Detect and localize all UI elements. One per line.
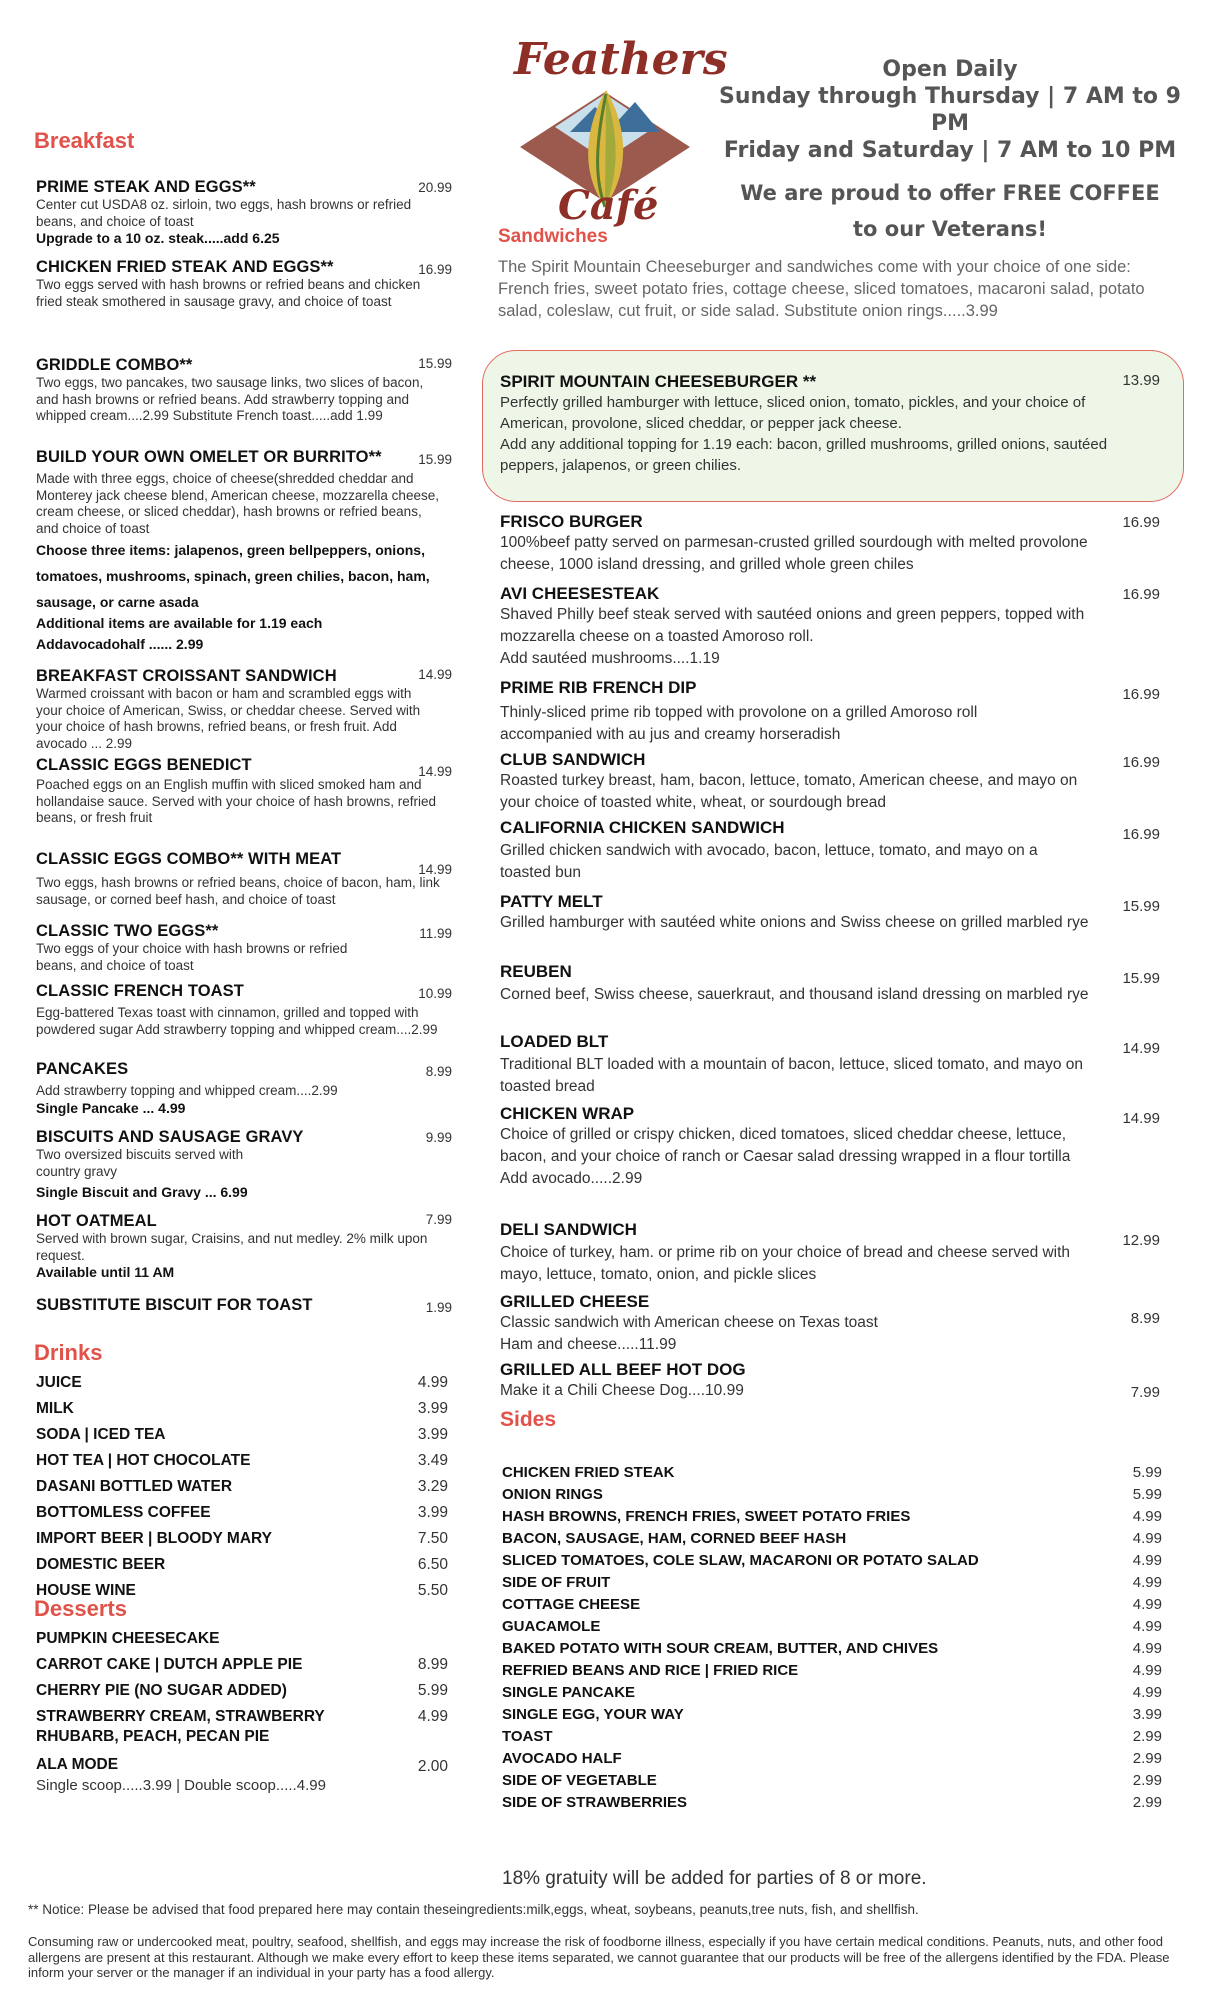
- item-name: PATTY MELT: [500, 892, 603, 911]
- list-item: [502, 1574, 1162, 1596]
- list-item: [36, 1708, 448, 1752]
- item-name: DELI SANDWICH: [500, 1220, 637, 1239]
- item-name: AVOCADO HALF: [502, 1750, 622, 1767]
- item-name: PANCAKES: [36, 1060, 129, 1078]
- item-price: 8.99: [417, 1656, 448, 1673]
- item-name-line-2: RHUBARB, PEACH, PECAN PIE: [36, 1728, 270, 1745]
- breakfast-title: Breakfast: [34, 128, 135, 153]
- item-name: CHICKEN FRIED STEAK AND EGGS**: [36, 258, 334, 276]
- item-name: DASANI BOTTLED WATER: [36, 1478, 233, 1495]
- list-item: [36, 1682, 448, 1708]
- breakfast-item: [36, 667, 452, 752]
- item-price: 11.99: [419, 926, 452, 941]
- list-item: [36, 1504, 448, 1530]
- item-name: SLICED TOMATOES, COLE SLAW, MACARONI OR POTATO SALAD: [502, 1552, 979, 1569]
- list-item: [36, 1656, 448, 1682]
- breakfast-item: [36, 258, 452, 310]
- list-item: [36, 1374, 448, 1400]
- logo-title: Feathers: [514, 34, 728, 85]
- item-price: 13.99: [1122, 372, 1160, 389]
- item-extra: Available until 11 AM: [36, 1264, 175, 1280]
- item-price: 5.50: [417, 1582, 448, 1599]
- sandwich-item: [500, 678, 1160, 746]
- breakfast-item: [36, 1212, 452, 1281]
- list-item: [502, 1464, 1162, 1486]
- list-item: [502, 1640, 1162, 1662]
- list-item: [502, 1508, 1162, 1530]
- list-item: [36, 1426, 448, 1452]
- item-desc: Roasted turkey breast, ham, bacon, lettuce, tomato, American cheese, and mayo on your choice of toasted white, wheat, or sourdough bread: [500, 772, 1078, 811]
- sandwich-item: [500, 1220, 1160, 1286]
- item-price: 1.99: [425, 1300, 452, 1315]
- item-desc: Classic sandwich with American cheese on Texas toast: [500, 1314, 878, 1331]
- item-price: 12.99: [1122, 1232, 1160, 1249]
- breakfast-item: [36, 1296, 452, 1315]
- item-name: BREAKFAST CROISSANT SANDWICH: [36, 667, 337, 685]
- health-warning: Consuming raw or undercooked meat, poultry, seafood, shellfish, and eggs may increase the risk of foodborne illness, especially if you have certain medical conditions. Peanuts, nuts, and other food allergens are present at this restaurant. Although we make every effort to keep these items separated, we cannot guarantee that our products will be free of the allergens identified by the FDA. Please inform your server or the manager if an individual in your party has a food allergy.: [28, 1934, 1170, 1980]
- sandwich-item: [500, 512, 1160, 576]
- item-price: 14.99: [418, 764, 452, 779]
- item-name: BISCUITS AND SAUSAGE GRAVY: [36, 1128, 304, 1146]
- item-price: 3.99: [417, 1504, 448, 1521]
- item-price: 16.99: [1122, 826, 1160, 843]
- item-price: 4.99: [1132, 1508, 1162, 1525]
- item-price: 15.99: [418, 356, 452, 371]
- item-name: TOAST: [502, 1728, 553, 1745]
- item-price: 14.99: [1122, 1040, 1160, 1057]
- item-desc: Served with brown sugar, Craisins, and nut medley. 2% milk upon request.: [36, 1231, 428, 1263]
- featured-item: [500, 372, 1160, 476]
- sandwich-item: [500, 818, 1160, 884]
- item-price: 5.99: [1132, 1464, 1162, 1481]
- item-desc: Two eggs, hash browns or refried beans, choice of bacon, ham, link sausage, or corned beef hash, and choice of toast: [36, 875, 440, 907]
- item-price: 4.99: [1132, 1530, 1162, 1547]
- item-name: HOUSE WINE: [36, 1582, 136, 1599]
- item-name: FRISCO BURGER: [500, 512, 643, 531]
- item-price: 4.99: [1132, 1618, 1162, 1635]
- item-price: 2.99: [1132, 1728, 1162, 1745]
- item-name: LOADED BLT: [500, 1032, 609, 1051]
- item-price: 3.99: [417, 1400, 448, 1417]
- item-name: SPIRIT MOUNTAIN CHEESEBURGER **: [500, 372, 817, 391]
- item-extra: Add sautéed mushrooms....1.19: [500, 650, 720, 667]
- breakfast-item: [36, 756, 452, 827]
- item-name: PRIME STEAK AND EGGS**: [36, 178, 256, 196]
- item-name: CLASSIC TWO EGGS**: [36, 922, 219, 940]
- item-desc: Egg-battered Texas toast with cinnamon, grilled and topped with powdered sugar Add strawberry topping and whipped cream....2.99: [36, 1005, 438, 1037]
- item-name: CHERRY PIE (NO SUGAR ADDED): [36, 1682, 287, 1699]
- item-name: CARROT CAKE | DUTCH APPLE PIE: [36, 1656, 303, 1673]
- item-price: 4.99: [1132, 1684, 1162, 1701]
- item-desc: Two eggs served with hash browns or refried beans and chicken fried steak smothered in sausage gravy, and choice of toast: [36, 277, 421, 309]
- item-price: 4.99: [1132, 1662, 1162, 1679]
- sides-title: Sides: [500, 1408, 557, 1431]
- item-extra: Additional items are available for 1.19 each: [36, 615, 323, 631]
- item-name: CHICKEN FRIED STEAK: [502, 1464, 675, 1481]
- item-desc: Warmed croissant with bacon or ham and scrambled eggs with your choice of American, Swiss, or cheddar cheese. Served with your choice of hash browns, refried beans, or fresh fruit. Add avocado ... 2.99: [36, 686, 421, 751]
- sandwiches-title: Sandwiches: [498, 226, 608, 247]
- item-name: CALIFORNIA CHICKEN SANDWICH: [500, 818, 785, 837]
- list-item: [502, 1684, 1162, 1706]
- item-price: 6.50: [417, 1556, 448, 1573]
- item-name: ALA MODE: [36, 1756, 119, 1773]
- list-item: [36, 1400, 448, 1426]
- desserts-title: Desserts: [34, 1596, 127, 1621]
- sandwiches-intro: The Spirit Mountain Cheeseburger and sandwiches come with your choice of one side: French fries, sweet potato fries, cottage cheese, sliced tomatoes, macaroni salad, potato salad, coleslaw, cut fruit, or side salad. Substitute onion rings.....3.99: [498, 258, 1145, 320]
- logo-subtitle: Café: [558, 182, 659, 229]
- item-price: 7.50: [417, 1530, 448, 1547]
- sandwich-item: [500, 892, 1160, 934]
- item-desc-2: Add any additional topping for 1.19 each: bacon, grilled mushrooms, grilled onions, sautéed peppers, jalapenos, or green chilies.: [500, 436, 1108, 474]
- item-name: CLASSIC EGGS COMBO** WITH MEAT: [36, 850, 342, 868]
- breakfast-item: [36, 1060, 452, 1117]
- item-name: ONION RINGS: [502, 1486, 603, 1503]
- item-price: 15.99: [1122, 970, 1160, 987]
- sandwich-item: [500, 1032, 1160, 1098]
- item-price: 5.99: [417, 1682, 448, 1699]
- breakfast-item: [36, 922, 452, 974]
- item-name: REUBEN: [500, 962, 572, 981]
- item-name: AVI CHEESESTEAK: [500, 584, 660, 603]
- item-desc: Poached eggs on an English muffin with sliced smoked ham and hollandaise sauce. Served with your choice of hash browns, refried beans, or fresh fruit: [36, 777, 436, 825]
- list-item: [502, 1750, 1162, 1772]
- item-name: SIDE OF FRUIT: [502, 1574, 611, 1591]
- item-price: 15.99: [1122, 898, 1160, 915]
- sandwich-item: [500, 1360, 1160, 1402]
- item-price: 14.99: [418, 667, 452, 682]
- breakfast-item: [36, 1128, 452, 1201]
- list-item: [36, 1530, 448, 1556]
- item-desc: Grilled hamburger with sautéed white onions and Swiss cheese on grilled marbled rye: [500, 914, 1089, 931]
- item-price: 10.99: [418, 986, 452, 1001]
- item-name: SODA | ICED TEA: [36, 1426, 166, 1443]
- sides-list: [502, 1464, 1162, 1824]
- item-desc: Single scoop.....3.99 | Double scoop.....4.99: [36, 1777, 326, 1794]
- item-price: 7.99: [425, 1212, 452, 1227]
- list-item: [502, 1618, 1162, 1640]
- drinks-list: [36, 1374, 448, 1634]
- item-price: 3.99: [417, 1426, 448, 1443]
- item-price: 2.99: [1132, 1794, 1162, 1811]
- item-name: PRIME RIB FRENCH DIP: [500, 678, 697, 697]
- item-extra: Upgrade to a 10 oz. steak.....add 6.25: [36, 230, 280, 246]
- item-price: 3.99: [1132, 1706, 1162, 1723]
- item-name: CLASSIC FRENCH TOAST: [36, 982, 244, 1000]
- item-price: 9.99: [425, 1130, 452, 1145]
- item-price: 2.99: [1132, 1750, 1162, 1767]
- item-desc: Grilled chicken sandwich with avocado, bacon, lettuce, tomato, and mayo on a toasted bun: [500, 842, 1038, 881]
- list-item: [502, 1794, 1162, 1816]
- item-name: DOMESTIC BEER: [36, 1556, 166, 1573]
- item-price: 16.99: [1122, 586, 1160, 603]
- item-price: 3.49: [417, 1452, 448, 1469]
- item-price: 4.99: [417, 1374, 448, 1391]
- list-item: [502, 1596, 1162, 1618]
- item-desc: Traditional BLT loaded with a mountain of bacon, lettuce, sliced tomato, and mayo on toasted bread: [500, 1056, 1084, 1095]
- list-item: [502, 1486, 1162, 1508]
- item-price: 16.99: [1122, 754, 1160, 771]
- breakfast-item: [36, 178, 452, 247]
- item-desc: Made with three eggs, choice of cheese(shredded cheddar and Monterey jack cheese blend, American cheese, mozzarella cheese, cream cheese, or sliced cheddar), hash browns or refried beans, and choice of toast: [36, 471, 439, 536]
- list-item: [502, 1728, 1162, 1750]
- item-price: 2.99: [1132, 1772, 1162, 1789]
- drinks-title: Drinks: [34, 1340, 103, 1365]
- list-item: [36, 1556, 448, 1582]
- item-desc: Choice of turkey, ham. or prime rib on your choice of bread and cheese served with mayo, lettuce, tomato, onion, and pickle slices: [500, 1244, 1071, 1283]
- item-name: HOT TEA | HOT CHOCOLATE: [36, 1452, 251, 1469]
- veterans-line-1: We are proud to offer FREE COFFEE: [740, 181, 1160, 205]
- veterans-line-2: to our Veterans!: [852, 217, 1047, 241]
- list-item: [36, 1756, 448, 1800]
- item-extra: Single Biscuit and Gravy ... 6.99: [36, 1184, 248, 1200]
- hours-fri-sat: Friday and Saturday | 7 AM to 10 PM: [723, 138, 1177, 163]
- item-extra: Add avocado.....2.99: [500, 1170, 643, 1187]
- breakfast-item: [36, 356, 452, 425]
- item-extra: Addavocadohalf ...... 2.99: [36, 636, 204, 652]
- item-extra: Single Pancake ... 4.99: [36, 1099, 186, 1116]
- hours-open-daily: Open Daily: [882, 57, 1018, 82]
- item-desc: Perfectly grilled hamburger with lettuce, sliced onion, tomato, pickles, and your choice of American, provolone, sliced cheddar, or pepper jack cheese.: [500, 394, 1086, 432]
- item-name: BUILD YOUR OWN OMELET OR BURRITO**: [36, 448, 382, 466]
- sandwich-item: [500, 750, 1160, 814]
- item-name: PUMPKIN CHEESECAKE: [36, 1630, 220, 1647]
- item-name: MILK: [36, 1400, 74, 1417]
- item-name: BAKED POTATO WITH SOUR CREAM, BUTTER, AND CHIVES: [502, 1640, 939, 1657]
- item-name: SIDE OF VEGETABLE: [502, 1772, 657, 1789]
- item-name: BOTTOMLESS COFFEE: [36, 1504, 211, 1521]
- sandwich-list: [500, 512, 1160, 1392]
- item-price: 16.99: [418, 262, 452, 277]
- hours-sun-thu: Sunday through Thursday | 7 AM to 9 PM: [719, 84, 1181, 136]
- item-price: 7.99: [1130, 1384, 1160, 1401]
- item-name: GRILLED CHEESE: [500, 1292, 650, 1311]
- item-price: 20.99: [418, 180, 452, 195]
- list-item: [502, 1552, 1162, 1574]
- item-price: 4.99: [417, 1708, 448, 1725]
- item-price: 8.99: [425, 1064, 452, 1079]
- item-price: 2.00: [417, 1758, 448, 1775]
- item-name: CHICKEN WRAP: [500, 1104, 635, 1123]
- sandwich-item: [500, 1292, 1160, 1356]
- item-price: 3.29: [417, 1478, 448, 1495]
- item-desc: Thinly-sliced prime rib topped with provolone on a grilled Amoroso roll accompanied with au jus and creamy horseradish: [500, 704, 978, 743]
- list-item: [502, 1772, 1162, 1794]
- item-desc: Shaved Philly beef steak served with sautéed onions and green peppers, topped with mozzarella cheese on a toasted Amoroso roll.: [500, 606, 1085, 645]
- item-name: SINGLE PANCAKE: [502, 1684, 636, 1701]
- item-price: 15.99: [418, 452, 452, 467]
- list-item: [36, 1630, 448, 1656]
- item-price: 16.99: [1122, 514, 1160, 531]
- cafe-logo: [510, 32, 728, 232]
- list-item: [36, 1452, 448, 1478]
- item-desc: Two oversized biscuits served with country gravy: [36, 1147, 244, 1179]
- item-name: HOT OATMEAL: [36, 1212, 157, 1230]
- item-extra: Ham and cheese.....11.99: [500, 1336, 677, 1353]
- gratuity-note: 18% gratuity will be added for parties of 8 or more.: [502, 1868, 927, 1889]
- item-price: 4.99: [1132, 1640, 1162, 1657]
- item-desc: Corned beef, Swiss cheese, sauerkraut, and thousand island dressing on marbled rye: [500, 986, 1089, 1003]
- item-name: HASH BROWNS, FRENCH FRIES, SWEET POTATO FRIES: [502, 1508, 911, 1525]
- item-desc: 100%beef patty served on parmesan-crusted grilled sourdough with melted provolone cheese, 1000 island dressing, and grilled whole green chiles: [500, 534, 1088, 573]
- item-price: 16.99: [1122, 686, 1160, 703]
- sandwich-item: [500, 962, 1160, 1006]
- item-price: 4.99: [1132, 1552, 1162, 1569]
- breakfast-item: [36, 448, 452, 653]
- item-price: 5.99: [1132, 1486, 1162, 1503]
- item-desc: Center cut USDA8 oz. sirloin, two eggs, hash browns or refried beans, and choice of toast: [36, 197, 412, 229]
- item-name: GRIDDLE COMBO**: [36, 356, 193, 374]
- item-name: IMPORT BEER | BLOODY MARY: [36, 1530, 272, 1547]
- item-name: REFRIED BEANS AND RICE | FRIED RICE: [502, 1662, 799, 1679]
- item-name: CLUB SANDWICH: [500, 750, 646, 769]
- item-desc: Make it a Chili Cheese Dog....10.99: [500, 1382, 744, 1399]
- item-extra: Choose three items: jalapenos, green bellpeppers, onions, tomatoes, mushrooms, spinach, green chilies, bacon, ham, sausage, or carne asada: [36, 542, 430, 610]
- item-name: STRAWBERRY CREAM, STRAWBERRY: [36, 1708, 325, 1725]
- item-name: GUACAMOLE: [502, 1618, 601, 1635]
- item-desc: Two eggs, two pancakes, two sausage links, two slices of bacon, and hash browns or refried beans. Add strawberry topping and whipped cream....2.99 Substitute French toast.....add 1.99: [36, 375, 424, 423]
- breakfast-item: [36, 982, 452, 1038]
- sandwich-item: [500, 584, 1160, 670]
- item-name: JUICE: [36, 1374, 82, 1391]
- item-price: 14.99: [418, 862, 452, 877]
- breakfast-item: [36, 850, 452, 908]
- item-name: SUBSTITUTE BISCUIT FOR TOAST: [36, 1296, 313, 1314]
- item-desc: Add strawberry topping and whipped cream....2.99: [36, 1083, 338, 1098]
- item-name: BACON, SAUSAGE, HAM, CORNED BEEF HASH: [502, 1530, 847, 1547]
- item-price: 8.99: [1130, 1310, 1160, 1327]
- sandwich-item: [500, 1104, 1160, 1190]
- item-price: 4.99: [1132, 1574, 1162, 1591]
- item-desc: Choice of grilled or crispy chicken, diced tomatoes, sliced cheddar cheese, lettuce, bacon, and your choice of ranch or Caesar salad dressing wrapped in a flour tortilla: [500, 1126, 1071, 1165]
- item-name: CLASSIC EGGS BENEDICT: [36, 756, 252, 774]
- list-item: [502, 1706, 1162, 1728]
- item-price: 4.99: [1132, 1596, 1162, 1613]
- item-name: GRILLED ALL BEEF HOT DOG: [500, 1360, 746, 1379]
- list-item: [502, 1530, 1162, 1552]
- desserts-list: [36, 1630, 448, 1800]
- allergen-notice: ** Notice: Please be advised that food prepared here may contain theseingredients:milk,eggs, wheat, soybeans, peanuts,tree nuts, fish, and shellfish.: [28, 1902, 919, 1917]
- item-name: COTTAGE CHEESE: [502, 1596, 641, 1613]
- list-item: [502, 1662, 1162, 1684]
- list-item: [36, 1478, 448, 1504]
- item-desc: Two eggs of your choice with hash browns or refried beans, and choice of toast: [36, 941, 348, 973]
- item-price: 14.99: [1122, 1110, 1160, 1127]
- item-name: SIDE OF STRAWBERRIES: [502, 1794, 688, 1811]
- item-name: SINGLE EGG, YOUR WAY: [502, 1706, 684, 1723]
